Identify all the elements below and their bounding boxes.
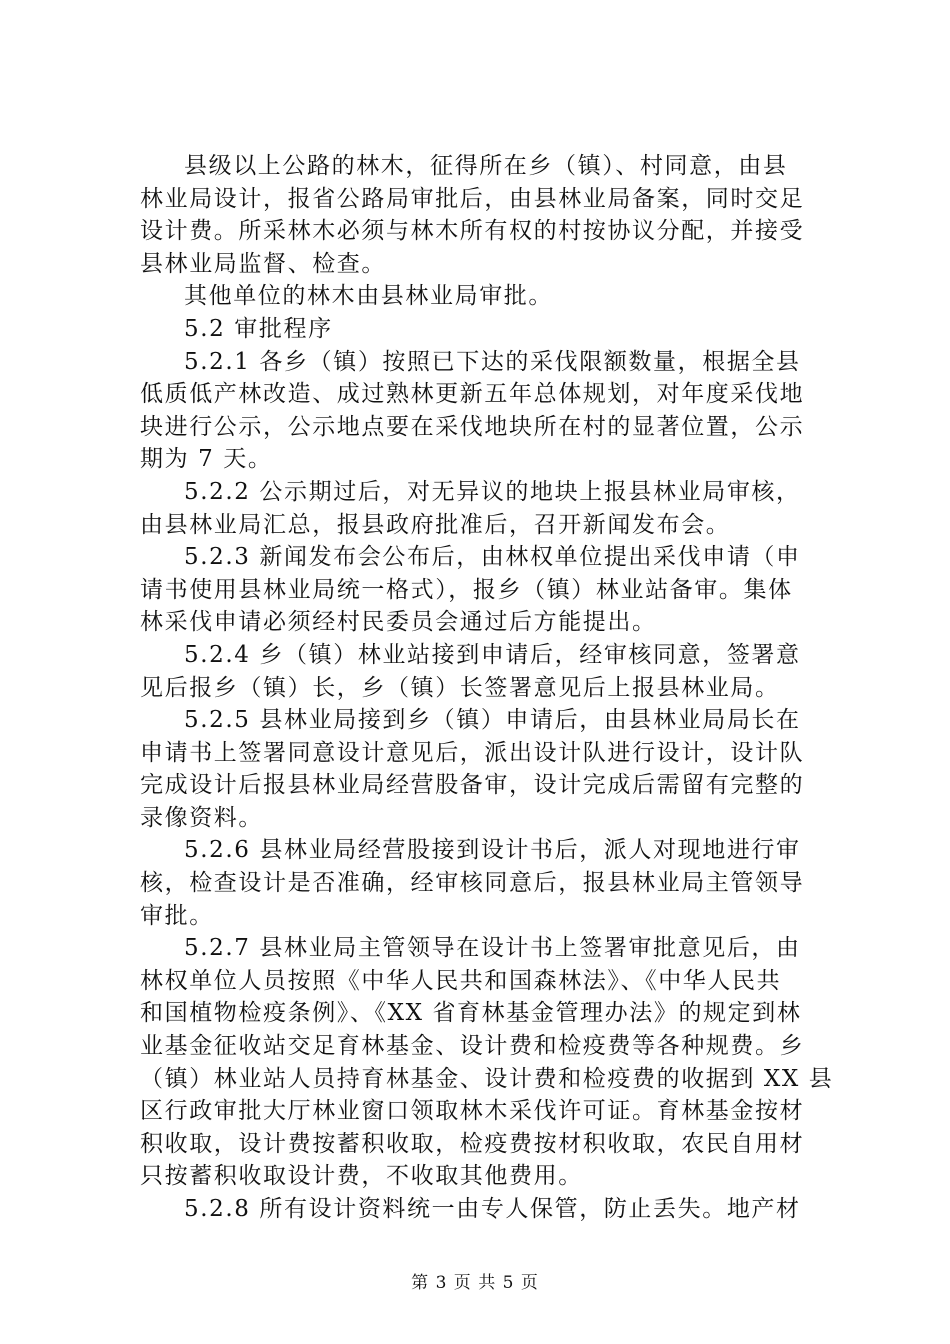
text-line: 其他单位的林木由县林业局审批。 [184,283,553,310]
text-line: 和国植物检疫条例》、《XX 省育林基金管理办法》的规定到林 [140,1000,802,1027]
body-text [140,150,840,1226]
text-line: 见后报乡（镇）长，乡（镇）长签署意见后上报县林业局。 [140,674,780,701]
text-line: 林权单位人员按照《中华人民共和国森林法》、《中华人民共 [140,967,782,994]
text-line: 5.2.6 县林业局经营股接到设计书后，派人对现地进行审 [184,837,801,864]
text-line: （镇）林业站人员持育林基金、设计费和检疫费的收据到 XX 县 [140,1065,834,1092]
text-line: 只按蓄积收取设计费，不收取其他费用。 [140,1163,583,1190]
text-line: 县林业局监督、检查。 [140,250,386,277]
text-line: 县级以上公路的林木，征得所在乡（镇）、村同意，由县 [184,153,788,179]
text-line: 5.2.4 乡（镇）林业站接到申请后，经审核同意，签署意 [184,641,801,668]
text-line: 5.2.7 县林业局主管领导在设计书上签署审批意见后，由 [184,935,801,962]
text-line: 林业局设计，报省公路局审批后，由县林业局备案，同时交足 [140,185,805,212]
text-line: 5.2 审批程序 [184,315,333,342]
text-line: 核，检查设计是否准确，经审核同意后，报县林业局主管领导 [140,870,805,897]
page-footer: 第 3 页 共 5 页 [411,1273,539,1293]
text-line: 审批。 [140,902,214,929]
text-line: 录像资料。 [140,804,263,831]
text-line: 5.2.3 新闻发布会公布后，由林权单位提出采伐申请（申 [184,544,801,571]
text-line: 业基金征收站交足育林基金、设计费和检疫费等各种规费。乡 [140,1033,805,1060]
text-line: 5.2.8 所有设计资料统一由专人保管，防止丢失。地产材 [184,1196,801,1222]
text-line: 林采伐申请必须经村民委员会通过后方能提出。 [140,609,657,636]
text-line: 5.2.2 公示期过后，对无异议的地块上报县林业局审核， [184,478,801,505]
text-line: 区行政审批大厅林业窗口领取林木采伐许可证。育林基金按材 [140,1098,805,1125]
text-line: 5.2.1 各乡（镇）按照已下达的采伐限额数量，根据全县 [184,348,801,375]
text-line: 5.2.5 县林业局接到乡（镇）申请后，由县林业局局长在 [184,707,801,734]
text-line: 低质低产林改造、成过熟林更新五年总体规划，对年度采伐地 [140,381,805,408]
text-line: 期为 7 天。 [140,446,273,473]
text-line: 块进行公示，公示地点要在采伐地块所在村的显著位置，公示 [140,413,805,440]
text-line: 设计费。所采林木必须与林木所有权的村按协议分配，并接受 [140,218,805,245]
text-line: 请书使用县林业局统一格式），报乡（镇）林业站备审。集体 [140,576,793,603]
text-line: 申请书上签署同意设计意见后，派出设计队进行设计，设计队 [140,739,805,766]
text-line: 积收取，设计费按蓄积收取，检疫费按材积收取，农民自用材 [140,1130,805,1157]
text-line: 完成设计后报县林业局经营股备审，设计完成后需留有完整的 [140,772,805,799]
text-line: 由县林业局汇总，报县政府批准后，召开新闻发布会。 [140,511,731,538]
